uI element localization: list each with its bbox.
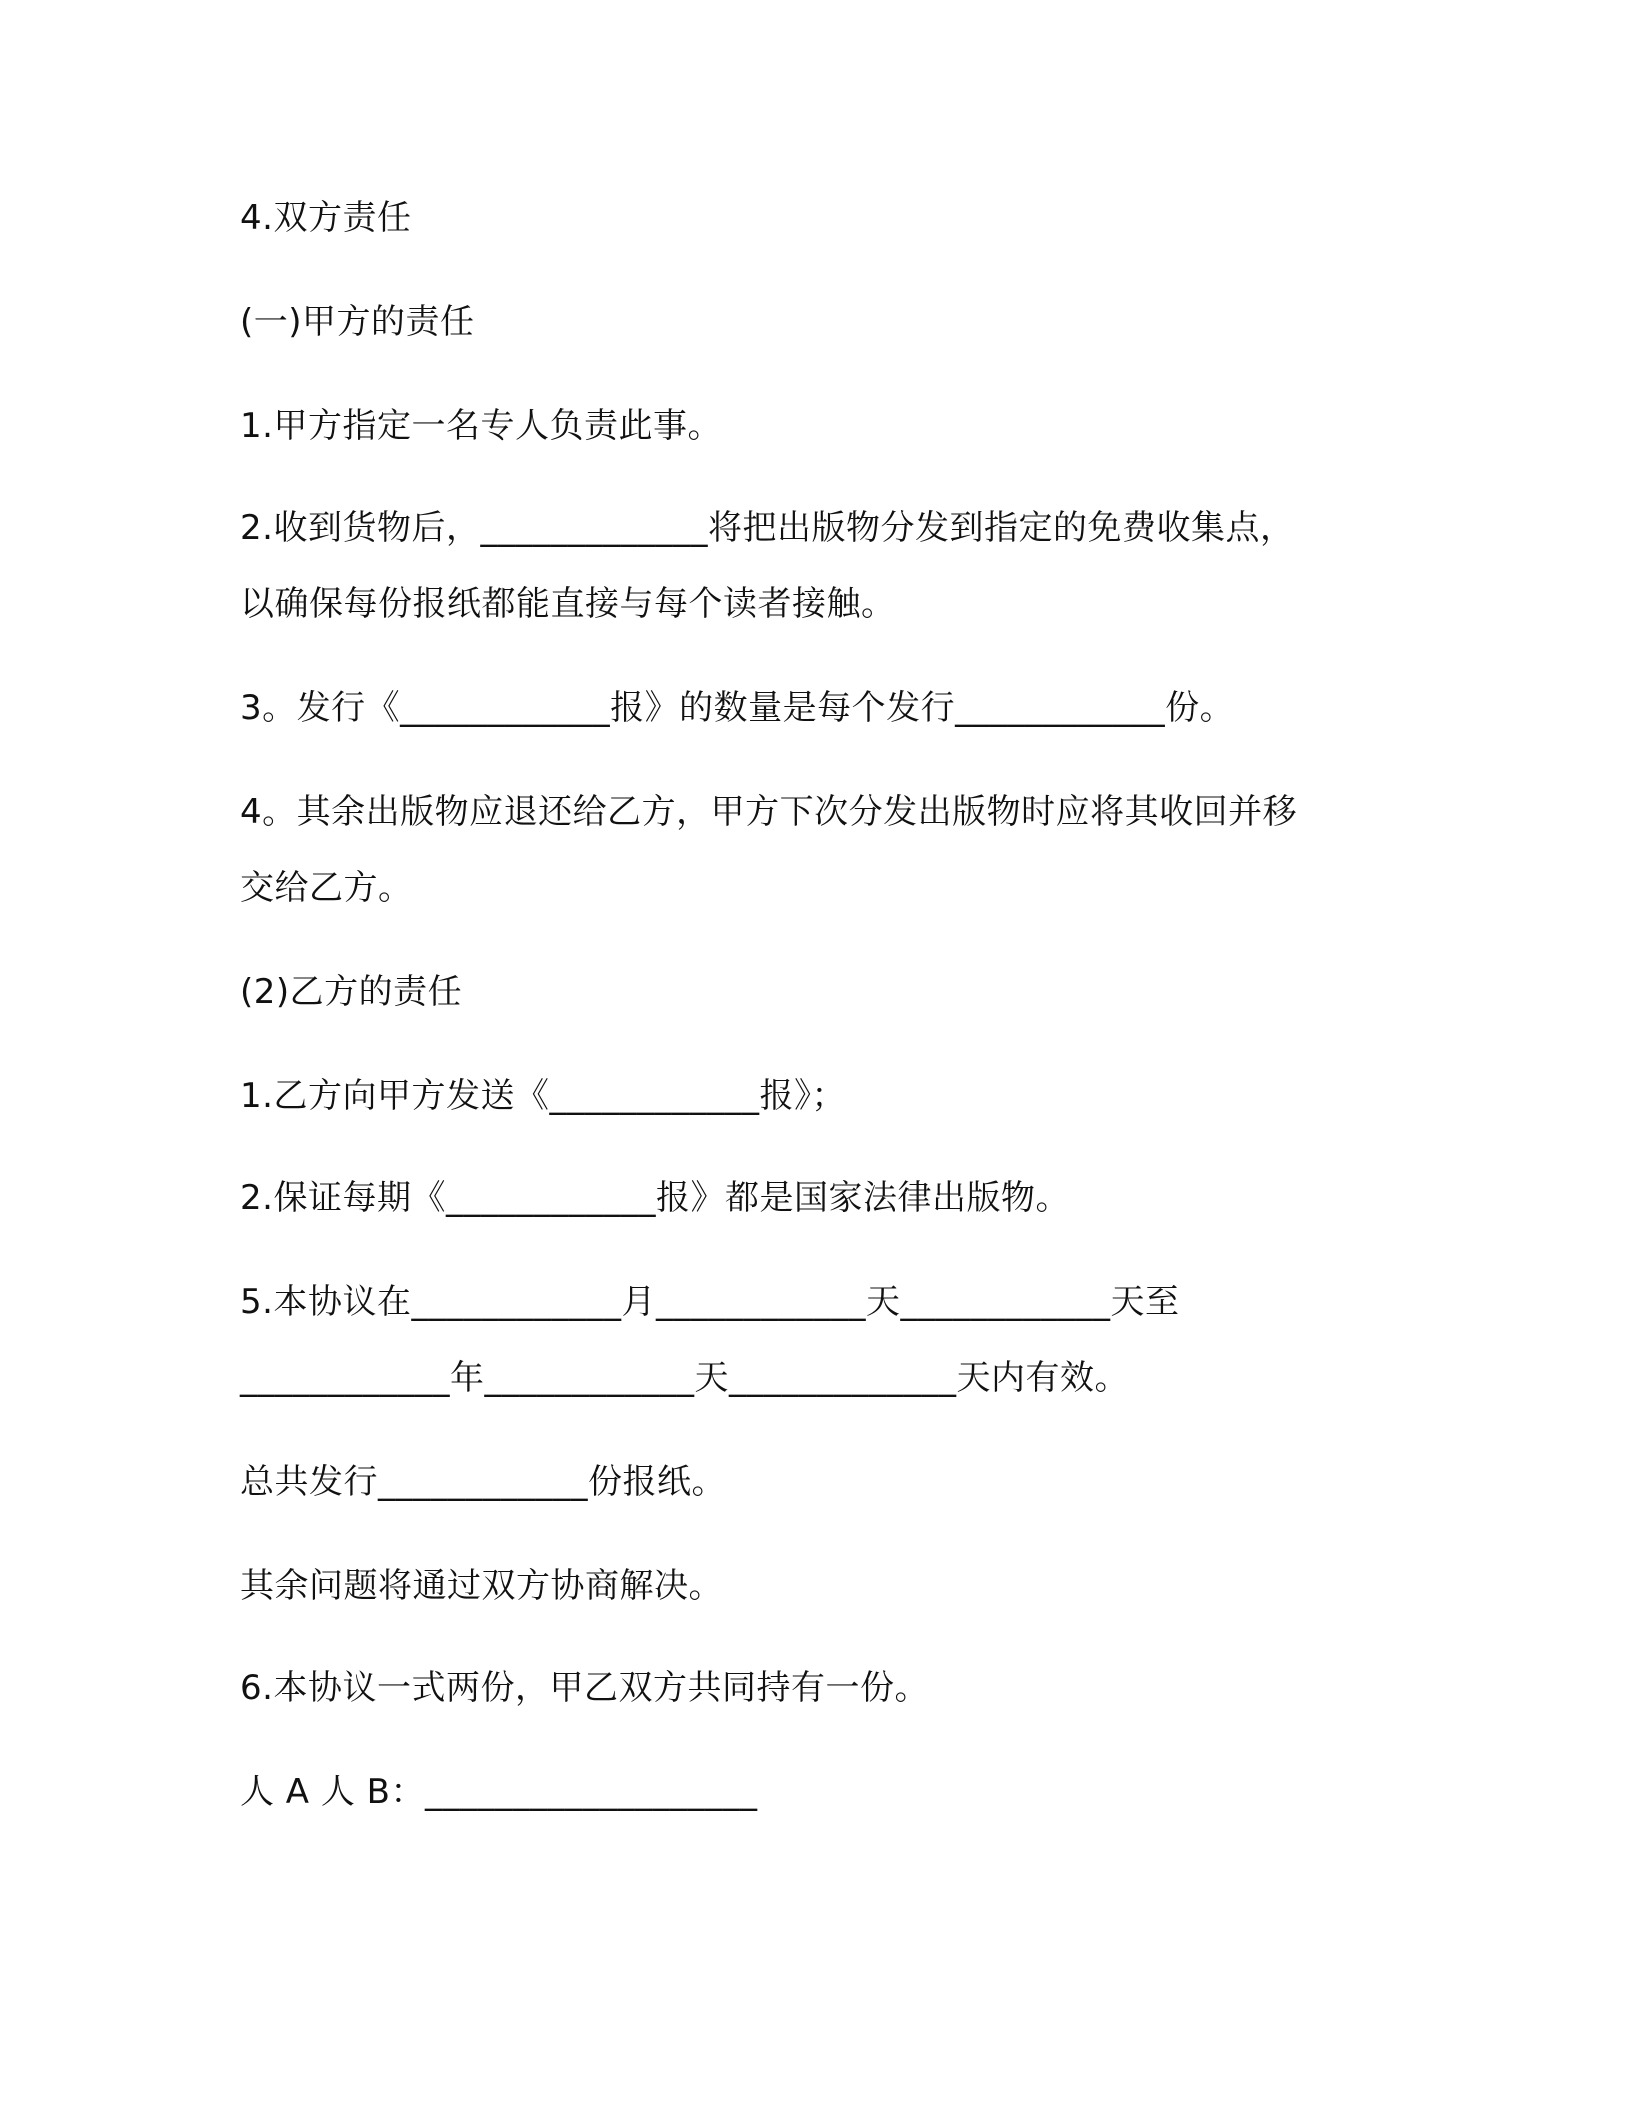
clause-b2: 2.保证每期《____________报》都是国家法律出版物。 [240, 1178, 1070, 1218]
signature-line: 人 A 人 B：___________________ [240, 1772, 758, 1812]
section-heading-responsibilities: 4.双方责任 [240, 198, 412, 238]
clause-b1: 1.乙方向甲方发送《____________报》； [240, 1076, 846, 1116]
clause-a3: 3。发行《____________报》的数量是每个发行____________份。 [240, 688, 1235, 728]
clause-a2-line2: 以确保每份报纸都能直接与每个读者接触。 [240, 584, 896, 624]
subheading-party-b: (2)乙方的责任 [240, 972, 463, 1012]
clause-5-line1: 5.本协议在____________月____________天____________天至 [240, 1282, 1180, 1322]
clause-a1: 1.甲方指定一名专人负责此事。 [240, 406, 722, 446]
total-issue-line: 总共发行____________份报纸。 [240, 1462, 726, 1502]
clause-a4-line2: 交给乙方。 [240, 868, 413, 908]
clause-5-line2: ____________年____________天_____________天内有效。 [240, 1358, 1129, 1398]
other-issues-line: 其余问题将通过双方协商解决。 [240, 1566, 723, 1606]
subheading-party-a: (一)甲方的责任 [240, 302, 475, 342]
clause-a4-line1: 4。其余出版物应退还给乙方，甲方下次分发出版物时应将其收回并移 [240, 792, 1298, 832]
clause-a2-line1: 2.收到货物后，_____________将把出版物分发到指定的免费收集点， [240, 508, 1295, 548]
clause-6: 6.本协议一式两份，甲乙双方共同持有一份。 [240, 1668, 929, 1708]
